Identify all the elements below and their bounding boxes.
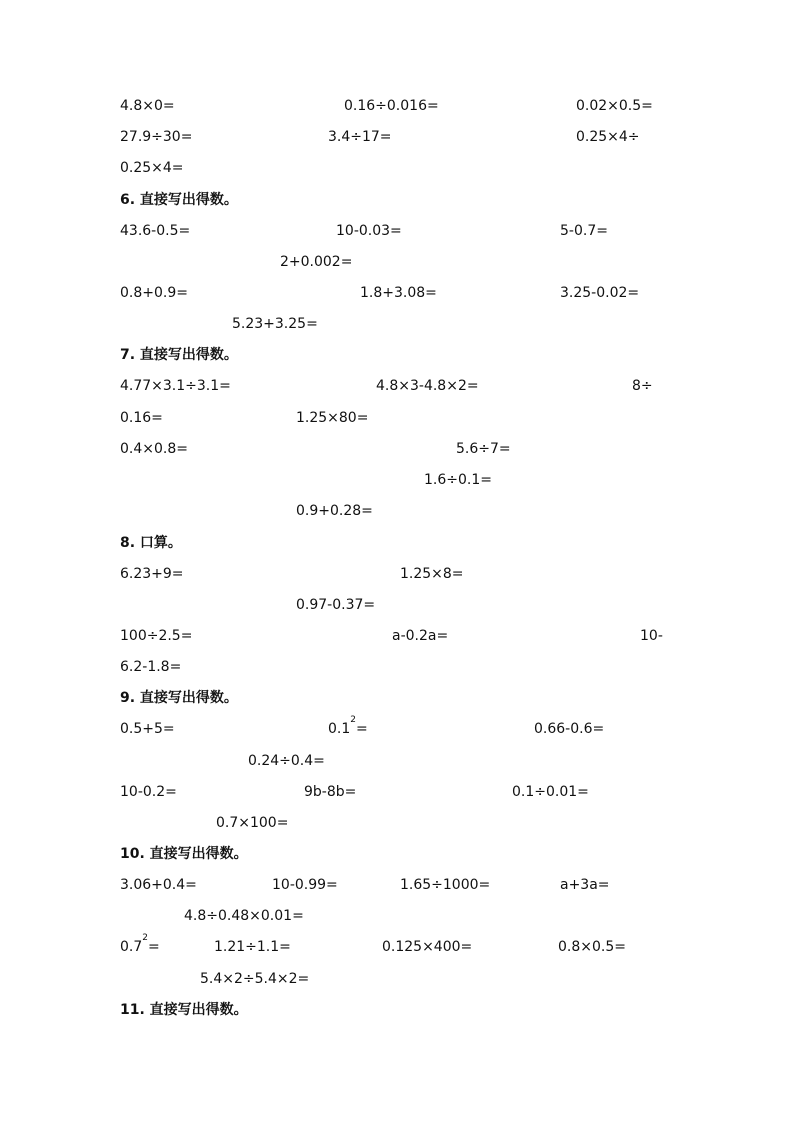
problem: 4.8÷0.48×0.01= <box>184 908 304 924</box>
problem: 10- <box>640 628 663 644</box>
problem: 0.25×4= <box>120 160 184 176</box>
problem: 10-0.2= <box>120 784 177 800</box>
problem: 1.6÷0.1= <box>424 472 492 488</box>
problem: 0.16÷0.016= <box>344 98 439 114</box>
problem: 0.125×400= <box>382 939 473 955</box>
problem: 8÷ <box>632 378 653 394</box>
section-heading-6: 6. 直接写出得数。 <box>120 192 238 208</box>
problem: 9b-8b= <box>304 784 357 800</box>
problem: 100÷2.5= <box>120 628 193 644</box>
section-heading-10: 10. 直接写出得数。 <box>120 846 248 862</box>
section-heading-8: 8. 口算。 <box>120 535 182 551</box>
exponent: 2 <box>142 933 148 943</box>
problem: 1.65÷1000= <box>400 877 491 893</box>
exponent: 2 <box>350 715 356 725</box>
problem: 0.8×0.5= <box>558 939 626 955</box>
problem <box>120 933 160 955</box>
problem: 6.23+9= <box>120 566 184 582</box>
problem: a+3a= <box>560 877 610 893</box>
problem: a-0.2a= <box>392 628 449 644</box>
problem: 43.6-0.5= <box>120 223 191 239</box>
problem: 4.8×0= <box>120 98 175 114</box>
problem: 3.06+0.4= <box>120 877 197 893</box>
equals: = <box>356 721 368 737</box>
problem: 5.6÷7= <box>456 441 511 457</box>
problem: 1.8+3.08= <box>360 285 437 301</box>
problem: 5.23+3.25= <box>232 316 318 332</box>
problem: 0.8+0.9= <box>120 285 188 301</box>
section-heading-9: 9. 直接写出得数。 <box>120 690 238 706</box>
section-heading-11: 11. 直接写出得数。 <box>120 1002 248 1018</box>
problem: 3.25-0.02= <box>560 285 640 301</box>
problem: 0.4×0.8= <box>120 441 188 457</box>
problem: 4.8×3-4.8×2= <box>376 378 479 394</box>
problem: 4.77×3.1÷3.1= <box>120 378 231 394</box>
problem: 1.25×80= <box>296 410 369 426</box>
problem: 10-0.03= <box>336 223 402 239</box>
problem: 1.25×8= <box>400 566 464 582</box>
section-heading-7: 7. 直接写出得数。 <box>120 347 238 363</box>
problem: 0.24÷0.4= <box>248 753 325 769</box>
problem: 5-0.7= <box>560 223 608 239</box>
problem: 6.2-1.8= <box>120 659 182 675</box>
problem: 10-0.99= <box>272 877 338 893</box>
problem: 2+0.002= <box>280 254 353 270</box>
problem: 0.5+5= <box>120 721 175 737</box>
problem: 5.4×2÷5.4×2= <box>200 971 310 987</box>
problem: 0.66-0.6= <box>534 721 605 737</box>
base: 0.7 <box>120 939 143 955</box>
problem: 0.02×0.5= <box>576 98 653 114</box>
problem: 27.9÷30= <box>120 129 193 145</box>
problem: 0.1÷0.01= <box>512 784 589 800</box>
problem <box>328 715 368 737</box>
problem: 0.25×4÷ <box>576 129 640 145</box>
equals: = <box>148 939 160 955</box>
base: 0.1 <box>328 721 351 737</box>
problem: 3.4÷17= <box>328 129 392 145</box>
problem: 0.97-0.37= <box>296 597 376 613</box>
problem: 0.9+0.28= <box>296 503 373 519</box>
problem: 0.7×100= <box>216 815 289 831</box>
problem: 1.21÷1.1= <box>214 939 291 955</box>
problem: 0.16= <box>120 410 163 426</box>
